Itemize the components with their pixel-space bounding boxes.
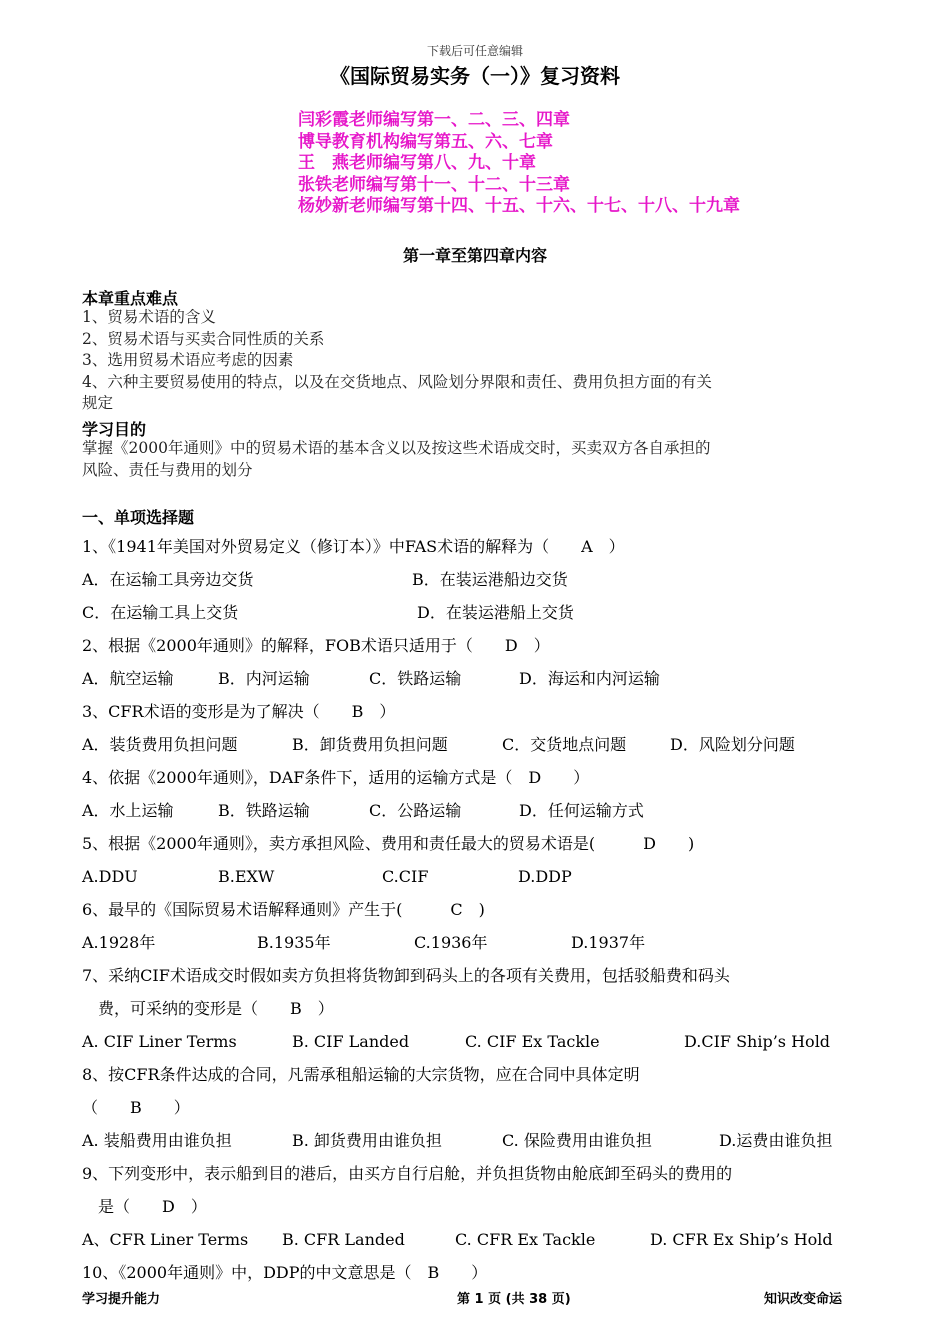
answer-option: C. CFR Ex Tackle [455, 1230, 596, 1249]
answer-option: B．铁路运输 [218, 801, 310, 820]
options-row [82, 1226, 872, 1259]
question-line: （ B ） [82, 1098, 190, 1117]
answer-option: C．交货地点问题 [502, 735, 627, 754]
answer-option: D．在装运港船上交货 [417, 603, 574, 622]
mc-heading: 一、单项选择题 [82, 508, 195, 527]
answer-option: B. CIF Landed [292, 1032, 410, 1051]
answer-option: A．装货费用负担问题 [82, 735, 238, 754]
key-point-item: 2、贸易术语与买卖合同性质的关系 [82, 329, 325, 348]
answer-option: B.1935年 [257, 933, 331, 952]
options-row [82, 1127, 872, 1160]
page-number: 第 1 页 (共 38 页) [457, 1292, 571, 1307]
page-title: 《国际贸易实务（一）》复习资料 [330, 64, 620, 88]
options-row [82, 863, 872, 896]
answer-option: B. CFR Landed [282, 1230, 405, 1249]
answer-option: A.1928年 [82, 933, 156, 952]
footer-left: 学习提升能力 [82, 1292, 161, 1307]
goal-line: 风险、责任与费用的划分 [82, 460, 253, 479]
answer-option: C．公路运输 [369, 801, 462, 820]
answer-option: C.1936年 [414, 933, 488, 952]
answer-option: B.EXW [218, 867, 275, 886]
answer-option: D．风险划分问题 [670, 735, 795, 754]
authors-list [298, 110, 740, 218]
answer-option: B．在装运港船边交货 [412, 570, 568, 589]
answer-option: C．铁路运输 [369, 669, 462, 688]
questions-list [82, 533, 872, 1292]
key-points-heading: 本章重点难点 [82, 289, 179, 308]
answer-option: B. 卸货费用由谁负担 [292, 1131, 442, 1150]
key-point-item: 4、六种主要贸易使用的特点，以及在交货地点、风险划分界限和责任、费用负担方面的有关 [82, 372, 712, 391]
answer-option: D.CIF Ship’s Hold [684, 1032, 831, 1051]
options-row [82, 566, 872, 599]
section-title: 第一章至第四章内容 [402, 246, 547, 265]
answer-option: A. 装船费用由谁负担 [82, 1131, 232, 1150]
answer-option: D.运费由谁负担 [719, 1131, 833, 1150]
goal-text [82, 438, 872, 481]
answer-option: A．在运输工具旁边交货 [82, 570, 254, 589]
answer-option: C．在运输工具上交货 [82, 603, 239, 622]
answer-option: C. CIF Ex Tackle [465, 1032, 600, 1051]
answer-option: B．卸货费用负担问题 [292, 735, 448, 754]
answer-option: C.CIF [382, 867, 429, 886]
question-line: 7、采纳CIF术语成交时假如卖方负担将货物卸到码头上的各项有关费用，包括驳船费和码头 [82, 966, 730, 985]
question-line: 3、CFR术语的变形是为了解决（ B ） [82, 702, 396, 721]
question-line: 是（ D ） [82, 1197, 207, 1216]
goal-heading: 学习目的 [82, 420, 147, 439]
options-row [82, 731, 872, 764]
question-line: 5、根据《2000年通则》，卖方承担风险、费用和责任最大的贸易术语是( D ) [82, 834, 695, 853]
answer-option: D.DDP [518, 867, 572, 886]
question-line: 9、下列变形中，表示船到目的港后，由买方自行启舱，并负担货物由舱底卸至码头的费用的 [82, 1164, 733, 1183]
author-line: 博导教育机构编写第五、六、七章 [298, 131, 553, 152]
goal-line: 掌握《2000年通则》中的贸易术语的基本含义以及按这些术语成交时，买卖双方各自承担的 [82, 439, 711, 457]
footer-right: 知识改变命运 [763, 1292, 842, 1307]
options-row [82, 797, 872, 830]
options-row [82, 665, 872, 698]
question-line: 8、按CFR条件达成的合同，凡需承租船运输的大宗货物，应在合同中具体定明 [82, 1065, 640, 1084]
answer-option: D.1937年 [571, 933, 646, 952]
answer-option: A．水上运输 [82, 801, 174, 820]
author-line: 张铁老师编写第十一、十二、十三章 [298, 174, 570, 195]
question-line: 2、根据《2000年通则》的解释，FOB术语只适用于（ D ） [82, 636, 550, 655]
author-line: 王 燕老师编写第八、九、十章 [298, 153, 536, 173]
question-line: 6、最早的《国际贸易术语解释通则》产生于( C ) [82, 900, 485, 919]
answer-option: A．航空运输 [82, 669, 174, 688]
question-line: 4、依据《2000年通则》，DAF条件下，适用的运输方式是（ D ） [82, 768, 590, 787]
key-point-item: 1、贸易术语的含义 [82, 308, 216, 326]
page-footer [82, 1288, 872, 1308]
answer-option: A、CFR Liner Terms [82, 1230, 249, 1249]
question-line: 10、《2000年通则》中，DDP的中文意思是（ B ） [82, 1263, 488, 1282]
author-line: 闫彩霞老师编写第一、二、三、四章 [298, 110, 570, 130]
answer-option: B．内河运输 [218, 669, 310, 688]
key-point-item: 3、选用贸易术语应考虑的因素 [82, 351, 294, 369]
watermark-text: 下载后可任意编辑 [426, 44, 523, 58]
options-row [82, 929, 872, 962]
question-line: 1、《1941年美国对外贸易定义（修订本）》中FAS术语的解释为（ A ） [82, 537, 625, 556]
question-line: 费，可采纳的变形是（ B ） [82, 999, 334, 1018]
answer-option: A. CIF Liner Terms [82, 1032, 237, 1051]
key-point-item: 规定 [82, 394, 114, 412]
answer-option: D．任何运输方式 [519, 801, 644, 820]
answer-option: A.DDU [82, 867, 138, 886]
answer-option: D．海运和内河运输 [519, 669, 660, 688]
answer-option: D. CFR Ex Ship’s Hold [650, 1230, 833, 1249]
answer-option: C. 保险费用由谁负担 [502, 1131, 652, 1150]
author-line: 杨妙新老师编写第十四、十五、十六、十七、十八、十九章 [298, 196, 740, 216]
key-points-list [82, 307, 872, 415]
options-row [82, 599, 872, 632]
options-row [82, 1028, 872, 1061]
